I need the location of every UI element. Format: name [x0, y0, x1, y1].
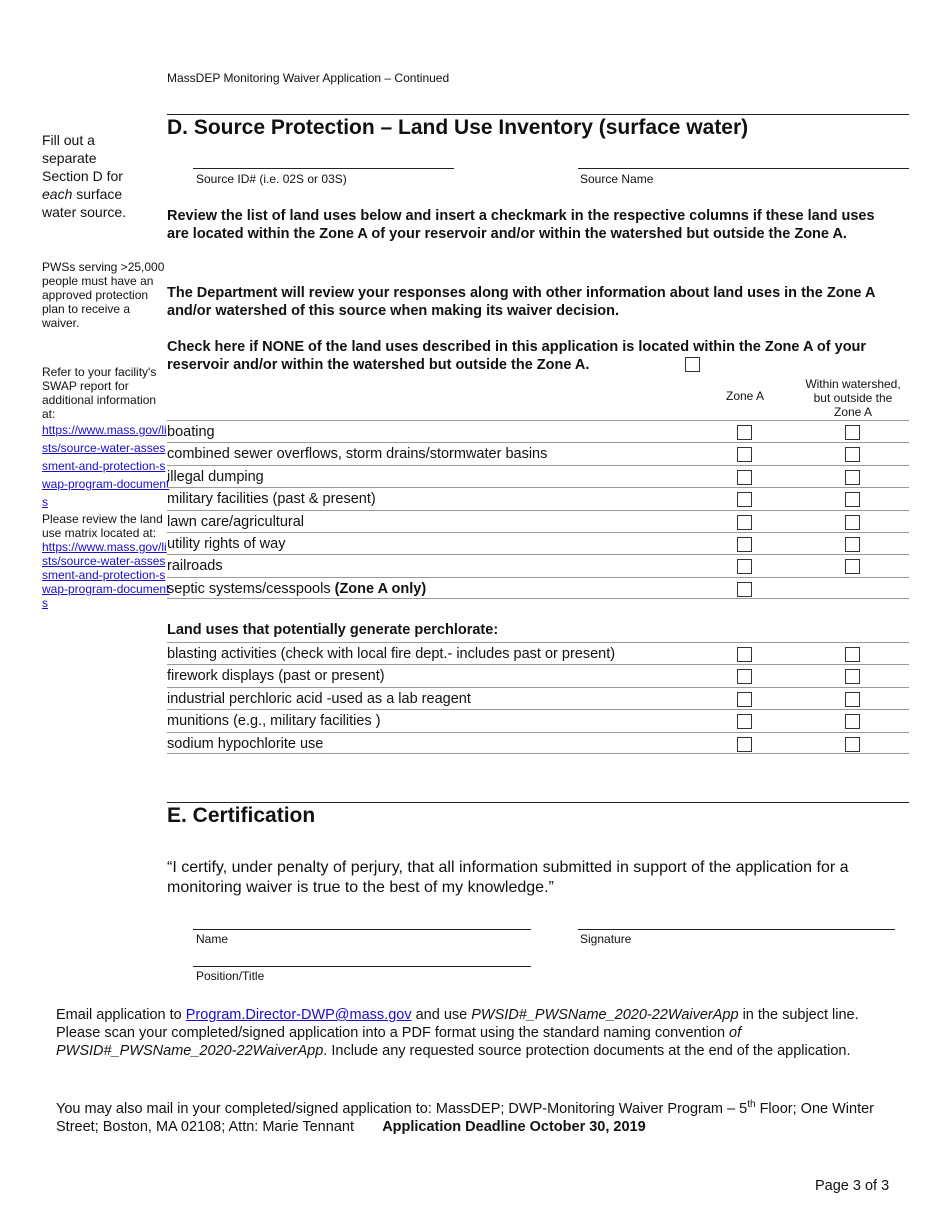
zone-a-checkbox[interactable]: [737, 470, 752, 485]
table-row: [167, 487, 909, 509]
watershed-checkbox[interactable]: [845, 559, 860, 574]
col-watershed: Within watershed, but outside the Zone A: [805, 377, 901, 419]
none-check-text: Check here if NONE of the land uses described in this application is located within the Zone A of your reservoir and/or within the watershed but outside the Zone A.: [167, 339, 867, 373]
watershed-checkbox[interactable]: [845, 647, 860, 662]
watershed-checkbox[interactable]: [845, 492, 860, 507]
land-use-label: munitions (e.g., military facilities ): [167, 713, 381, 730]
zone-a-checkbox[interactable]: [737, 737, 752, 752]
col-zone-a: Zone A: [725, 389, 765, 403]
zone-a-checkbox[interactable]: [737, 714, 752, 729]
table-row: [167, 554, 909, 576]
zone-a-checkbox[interactable]: [737, 692, 752, 707]
certification-statement: “I certify, under penalty of perjury, that all information submitted in support of the application for a monitoring waiver is true to the best of my knowledge.”: [167, 859, 849, 896]
perchlorate-title: Land uses that potentially generate perchlorate:: [167, 622, 499, 638]
instructions-1: Review the list of land uses below and insert a checkmark in the respective columns if these land uses are located within the Zone A of your reservoir and/or within the watershed but outside the Zone A.: [167, 208, 875, 242]
land-use-label: lawn care/agricultural: [167, 513, 305, 530]
mail-instructions: You may also mail in your completed/signed application to: MassDEP; DWP-Monitoring Waiver Program – 5th Floor; One Winter Street; Boston, MA 02108; Attn: Marie Tennant Application Deadline October 30, 2019: [56, 1099, 874, 1135]
zone-a-checkbox[interactable]: [737, 447, 752, 462]
table-row: [167, 532, 909, 554]
table-row: [167, 465, 909, 487]
land-use-label: boating: [167, 424, 215, 440]
section-e-title: E. Certification: [167, 804, 316, 827]
table-row: [167, 732, 909, 754]
position-label: Position/Title: [196, 969, 265, 983]
land-use-label: combined sewer overflows, storm drains/stormwater basins: [167, 446, 548, 463]
land-use-note: (Zone A only): [334, 580, 427, 597]
table-row: [167, 709, 909, 731]
zone-a-checkbox[interactable]: [737, 559, 752, 574]
watershed-checkbox[interactable]: [845, 537, 860, 552]
table-row: [167, 577, 909, 599]
watershed-checkbox[interactable]: [845, 692, 860, 707]
land-use-label: sodium hypochlorite use: [167, 735, 324, 752]
watershed-checkbox[interactable]: [845, 515, 860, 530]
watershed-checkbox[interactable]: [845, 737, 860, 752]
table-row: [167, 642, 909, 664]
none-checkbox[interactable]: [685, 357, 700, 372]
land-use-label: illegal dumping: [167, 468, 264, 485]
sidebar-note-pws: PWSs serving >25,000 people must have an approved protection plan to receive a waiver.: [42, 260, 165, 330]
table-row: [167, 442, 909, 464]
sidebar-note-matrix: Please review the land use matrix located at: https://www.mass.gov/lists/source-water-assessment-and-protection-swap-program-documents: [42, 512, 170, 610]
zone-a-checkbox[interactable]: [737, 582, 752, 597]
page-number: Page 3 of 3: [815, 1178, 890, 1194]
name-label: Name: [196, 932, 229, 946]
email-link[interactable]: Program.Director-DWP@mass.gov: [185, 1007, 412, 1023]
table-row: [167, 687, 909, 709]
watershed-checkbox[interactable]: [845, 425, 860, 440]
zone-a-checkbox[interactable]: [737, 425, 752, 440]
source-id-label: Source ID# (i.e. 02S or 03S): [196, 172, 347, 186]
instructions-2: The Department will review your responses along with other information about land uses in the Zone A and/or watershed of this source when making its waiver decision.: [167, 285, 875, 319]
land-use-label: industrial perchloric acid -used as a lab reagent: [167, 690, 471, 707]
land-use-label: military facilities (past & present): [167, 491, 376, 508]
watershed-checkbox[interactable]: [845, 669, 860, 684]
zone-a-checkbox[interactable]: [737, 515, 752, 530]
table-row: [167, 510, 909, 532]
land-use-label: utility rights of way: [167, 535, 286, 552]
zone-a-checkbox[interactable]: [737, 669, 752, 684]
signature-label: Signature: [580, 932, 632, 946]
section-d-title: D. Source Protection – Land Use Inventory (surface water): [167, 116, 749, 139]
zone-a-checkbox[interactable]: [737, 647, 752, 662]
land-use-table: [167, 420, 909, 599]
sidebar-note-swap: Refer to your facility's SWAP report for additional information at: https://www.mass.gov/lists/source-water-assessment-and-protection-swap-program-documents: [42, 365, 170, 509]
deadline: Application Deadline October 30, 2019: [382, 1118, 646, 1135]
land-use-matrix-link[interactable]: https://www.mass.gov/lists/source-water-assessment-and-protection-swap-program-documents: [42, 540, 170, 610]
source-name-label: Source Name: [580, 172, 654, 186]
table-row: [167, 420, 909, 442]
zone-a-checkbox[interactable]: [737, 537, 752, 552]
land-use-label: railroads: [167, 558, 223, 575]
watershed-checkbox[interactable]: [845, 447, 860, 462]
land-use-label: firework displays (past or present): [167, 668, 385, 685]
zone-a-checkbox[interactable]: [737, 492, 752, 507]
email-instructions: Email application to Program.Director-DWP@mass.gov and use PWSID#_PWSName_2020-22WaiverApp in the subject line. Please scan your completed/signed application into a PDF format using the standard naming convention of PWSID#_PWSName_2020-22WaiverApp. Include any requested source protection documents at the end of the application.: [56, 1007, 859, 1059]
watershed-checkbox[interactable]: [845, 470, 860, 485]
page-header: MassDEP Monitoring Waiver Application – Continued: [167, 71, 450, 85]
sidebar-note-separate: Fill out a separate Section D for each surface water source.: [42, 132, 127, 220]
watershed-checkbox[interactable]: [845, 714, 860, 729]
table-row: [167, 664, 909, 686]
land-use-label: blasting activities (check with local fire dept.- includes past or present): [167, 646, 616, 662]
perchlorate-table: [167, 642, 909, 754]
swap-link[interactable]: https://www.mass.gov/lists/source-water-assessment-and-protection-swap-program-documents: [42, 423, 170, 509]
land-use-label: septic systems/cesspools: [167, 580, 335, 597]
